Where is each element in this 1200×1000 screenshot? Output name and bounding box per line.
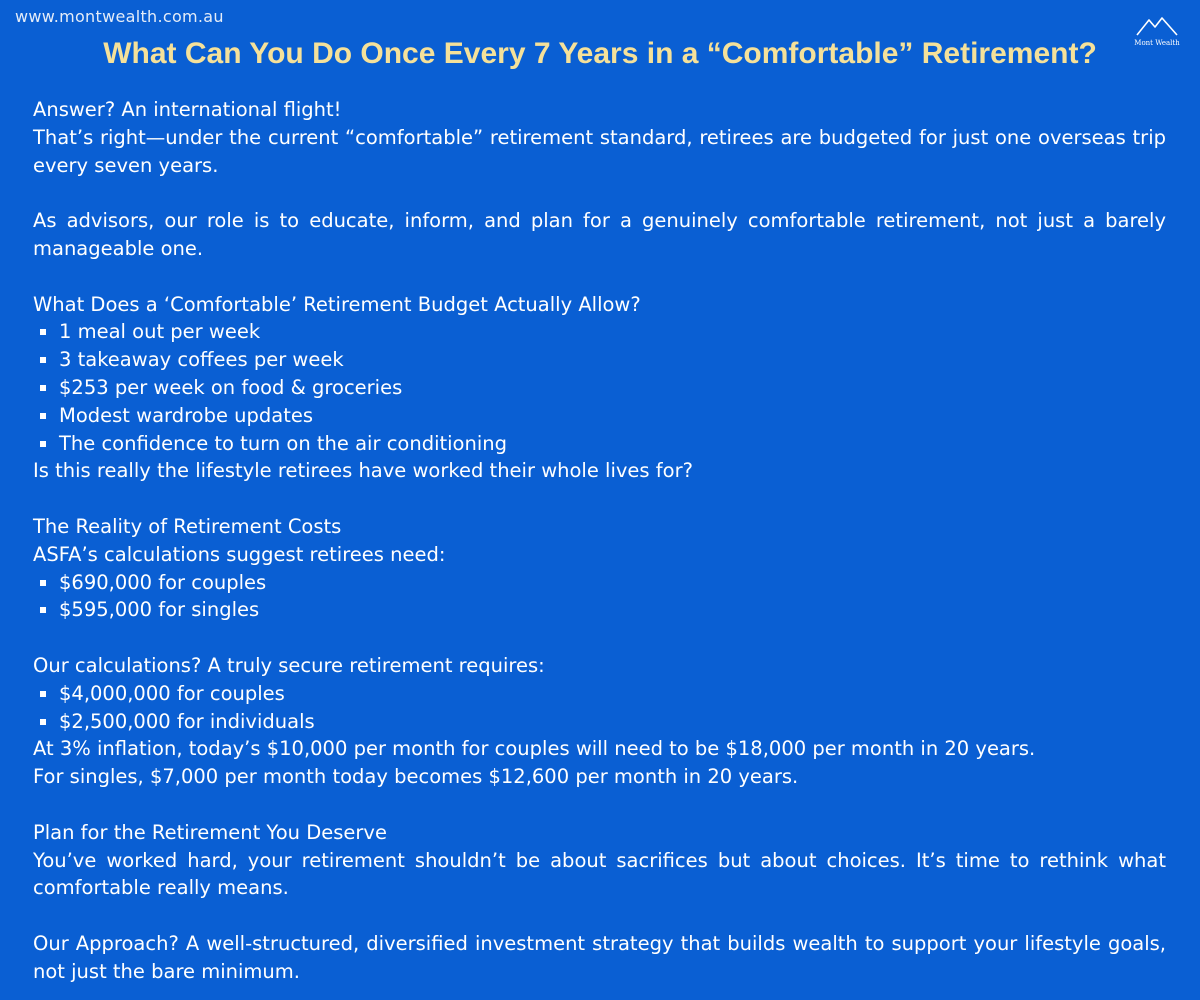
logo-text: Mont Wealth: [1134, 39, 1180, 47]
intro-explanation: That’s right—under the current “comfortable” retirement standard, retirees are budgeted for just one overseas trip every seven years.: [33, 125, 1166, 177]
spacer: [33, 791, 1166, 819]
bullet-icon: [40, 607, 46, 613]
site-url: www.montwealth.com.au: [15, 7, 224, 26]
advisors-text: As advisors, our role is to educate, inform, and plan for a genuinely comfortable retirement, not just a barely manageable one.: [33, 209, 1166, 260]
reality-heading: The Reality of Retirement Costs: [33, 514, 342, 538]
list-item: [33, 596, 1166, 624]
list-item: [33, 680, 1166, 708]
bullet-icon: [40, 329, 46, 335]
budget-heading: What Does a ‘Comfortable’ Retirement Budget Actually Allow?: [33, 292, 641, 316]
our-calc-list: [33, 680, 1166, 736]
list-item: [33, 708, 1166, 736]
intro-answer: Answer? An international flight!: [33, 98, 342, 121]
budget-list: [33, 318, 1166, 457]
list-item: [33, 318, 1166, 346]
spacer: [33, 902, 1166, 930]
list-item-text: $2,500,000 for individuals: [59, 709, 315, 733]
article-body: [33, 96, 1166, 986]
list-item-text: Modest wardrobe updates: [59, 403, 314, 427]
inflation-singles: For singles, $7,000 per month today becomes $12,600 per month in 20 years.: [33, 765, 799, 789]
spacer: [33, 263, 1166, 291]
list-item-text: $253 per week on food & groceries: [59, 375, 403, 399]
our-calc-intro: Our calculations? A truly secure retirement requires:: [33, 653, 545, 677]
spacer: [33, 485, 1166, 513]
list-item-text: 3 takeaway coffees per week: [59, 348, 344, 372]
bullet-icon: [40, 385, 46, 391]
page-title: What Can You Do Once Every 7 Years in a “Comfortable” Retirement?: [103, 37, 1097, 70]
list-item-text: $595,000 for singles: [59, 598, 260, 622]
bullet-icon: [40, 441, 46, 447]
spacer: [33, 179, 1166, 207]
list-item: [33, 569, 1166, 597]
asfa-list: [33, 569, 1166, 625]
inflation-couples: At 3% inflation, today’s $10,000 per month for couples will need to be $18,000 per month in 20 years.: [33, 737, 1036, 761]
list-item-text: The confidence to turn on the air conditioning: [59, 431, 508, 455]
approach-text: Our Approach? A well-structured, diversified investment strategy that builds wealth to support your lifestyle goals, not just the bare minimum.: [33, 931, 1166, 983]
plan-heading: Plan for the Retirement You Deserve: [33, 820, 387, 844]
plan-text: You’ve worked hard, your retirement shouldn’t be about sacrifices but about choices. It’s time to rethink what comfortable really means.: [33, 848, 1166, 900]
list-item-text: $4,000,000 for couples: [59, 681, 285, 705]
reality-intro: ASFA’s calculations suggest retirees need:: [33, 542, 446, 566]
bullet-icon: [40, 580, 46, 586]
spacer: [33, 624, 1166, 652]
bullet-icon: [40, 357, 46, 363]
bullet-icon: [40, 691, 46, 697]
bullet-icon: [40, 719, 46, 725]
list-item: [33, 374, 1166, 402]
list-item: [33, 430, 1166, 458]
list-item-text: $690,000 for couples: [59, 570, 267, 594]
bullet-icon: [40, 413, 46, 419]
list-item-text: 1 meal out per week: [59, 320, 261, 344]
budget-question: Is this really the lifestyle retirees have worked their whole lives for?: [33, 459, 693, 483]
list-item: [33, 346, 1166, 374]
list-item: [33, 402, 1166, 430]
